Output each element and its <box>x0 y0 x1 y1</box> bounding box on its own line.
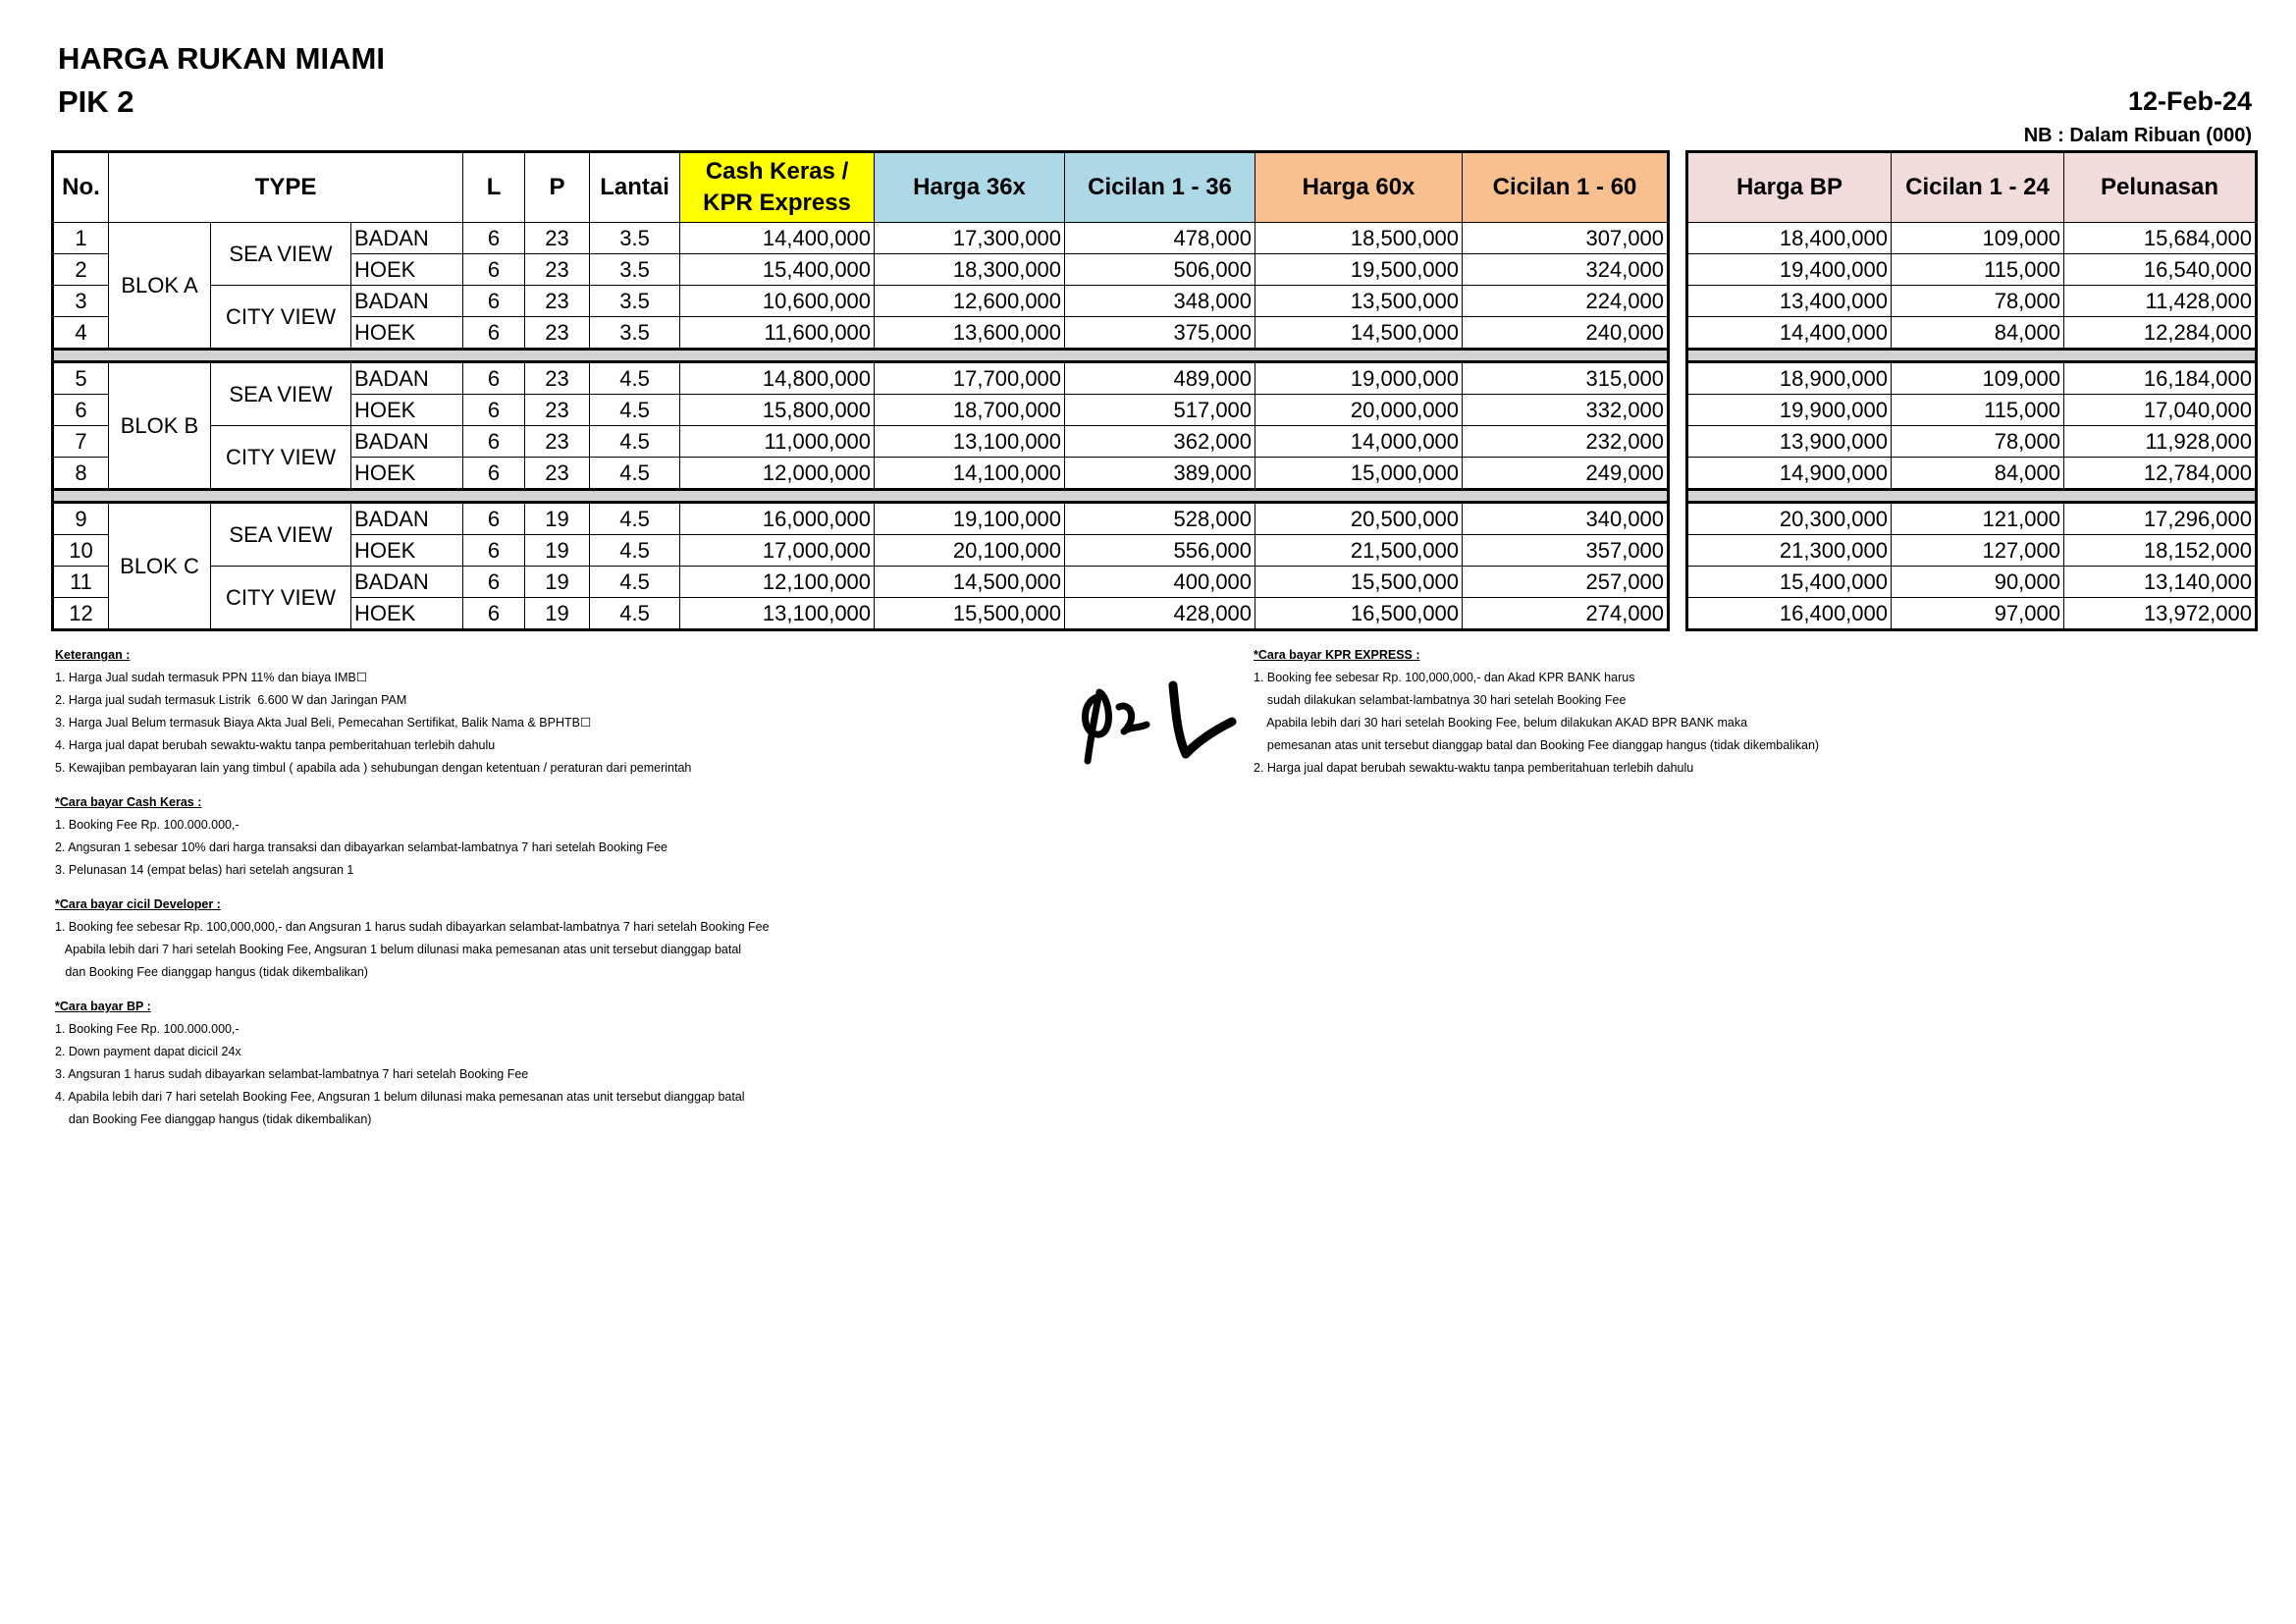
cell-p: 23 <box>525 395 590 426</box>
cell-bp: 18,900,000 <box>1687 362 1892 395</box>
cell-h36: 17,700,000 <box>875 362 1065 395</box>
cell-pos: HOEK <box>351 598 463 630</box>
cell-l: 6 <box>463 362 525 395</box>
table-row <box>53 567 1669 598</box>
table-row-bp <box>1687 598 2257 630</box>
header-cicilan-24: Cicilan 1 - 24 <box>1892 152 2064 223</box>
cell-l: 6 <box>463 535 525 567</box>
cell-no: 2 <box>53 254 109 286</box>
notes-heading: *Cara bayar Cash Keras : <box>55 795 202 809</box>
cell-pos: BADAN <box>351 503 463 535</box>
cell-l: 6 <box>463 426 525 458</box>
cell-c24: 84,000 <box>1892 458 2064 490</box>
cell-lantai: 3.5 <box>590 286 680 317</box>
cell-c60: 224,000 <box>1463 286 1669 317</box>
cell-bp: 19,900,000 <box>1687 395 1892 426</box>
notes-line: 3. Harga Jual Belum termasuk Biaya Akta Jual Beli, Pemecahan Sertifikat, Balik Nama & BPHTB☐ <box>55 716 592 730</box>
cell-bp: 21,300,000 <box>1687 535 1892 567</box>
cell-c60: 274,000 <box>1463 598 1669 630</box>
header-type: TYPE <box>109 152 463 223</box>
table-row <box>53 362 1669 395</box>
cell-l: 6 <box>463 395 525 426</box>
header-row <box>53 152 1669 223</box>
header-cicilan-36: Cicilan 1 - 36 <box>1065 152 1255 223</box>
cell-pos: BADAN <box>351 223 463 254</box>
cell-bp: 13,900,000 <box>1687 426 1892 458</box>
separator-cell <box>1687 350 2257 362</box>
cell-no: 4 <box>53 317 109 350</box>
table-row-bp <box>1687 535 2257 567</box>
cell-c24: 84,000 <box>1892 317 2064 350</box>
notes-line: 2. Angsuran 1 sebesar 10% dari harga transaksi dan dibayarkan selambat-lambatnya 7 hari setelah Booking Fee <box>55 840 667 854</box>
notes-left <box>55 644 1037 1131</box>
notes-line: 1. Booking Fee Rp. 100.000.000,- <box>55 818 240 832</box>
cell-c60: 257,000 <box>1463 567 1669 598</box>
signature-mark <box>1070 677 1237 766</box>
cell-p: 19 <box>525 567 590 598</box>
cell-c36: 400,000 <box>1065 567 1255 598</box>
cell-blok: BLOK A <box>109 223 211 350</box>
notes-line: Apabila lebih dari 7 hari setelah Booking Fee, Angsuran 1 belum dilunasi maka pemesanan atas unit tersebut dianggap batal <box>55 943 742 956</box>
cell-h60: 14,500,000 <box>1255 317 1463 350</box>
header-lantai: Lantai <box>590 152 680 223</box>
cell-h36: 19,100,000 <box>875 503 1065 535</box>
price-table-bp <box>1685 150 2258 631</box>
notes-line: 3. Angsuran 1 harus sudah dibayarkan selambat-lambatnya 7 hari setelah Booking Fee <box>55 1067 529 1081</box>
cell-h36: 15,500,000 <box>875 598 1065 630</box>
page-subtitle: PIK 2 <box>58 84 134 119</box>
notes-line: dan Booking Fee dianggap hangus (tidak dikembalikan) <box>55 1112 372 1126</box>
cell-view: CITY VIEW <box>211 426 351 490</box>
notes-line: Apabila lebih dari 30 hari setelah Booking Fee, belum dilakukan AKAD BPR BANK maka <box>1254 716 1748 730</box>
header-harga-bp: Harga BP <box>1687 152 1892 223</box>
header-harga-60x: Harga 60x <box>1255 152 1463 223</box>
cell-h60: 14,000,000 <box>1255 426 1463 458</box>
cell-l: 6 <box>463 317 525 350</box>
cell-lantai: 3.5 <box>590 254 680 286</box>
notes-line: pemesanan atas unit tersebut dianggap batal dan Booking Fee dianggap hangus (tidak dikembalikan) <box>1254 738 1820 752</box>
cell-p: 23 <box>525 286 590 317</box>
notes-line: dan Booking Fee dianggap hangus (tidak dikembalikan) <box>55 965 368 979</box>
cell-cash: 11,000,000 <box>680 426 875 458</box>
cell-c60: 315,000 <box>1463 362 1669 395</box>
unit-note: NB : Dalam Ribuan (000) <box>2023 125 2252 146</box>
cell-p: 23 <box>525 254 590 286</box>
cell-pos: BADAN <box>351 426 463 458</box>
cell-p: 23 <box>525 223 590 254</box>
cell-h60: 19,000,000 <box>1255 362 1463 395</box>
notes-gap <box>55 984 1037 996</box>
cell-pos: HOEK <box>351 395 463 426</box>
cell-bp: 16,400,000 <box>1687 598 1892 630</box>
table-row <box>53 223 1669 254</box>
cell-c24: 115,000 <box>1892 254 2064 286</box>
cell-pel: 17,296,000 <box>2064 503 2257 535</box>
cell-pel: 18,152,000 <box>2064 535 2257 567</box>
cell-blok: BLOK B <box>109 362 211 490</box>
notes-line: 5. Kewajiban pembayaran lain yang timbul ( apabila ada ) sehubungan dengan ketentuan / peraturan dari pemerintah <box>55 761 692 775</box>
cell-c60: 324,000 <box>1463 254 1669 286</box>
notes-line: 1. Booking fee sebesar Rp. 100,000,000,- dan Akad KPR BANK harus <box>1254 671 1635 684</box>
cell-pel: 16,540,000 <box>2064 254 2257 286</box>
cell-cash: 14,800,000 <box>680 362 875 395</box>
cell-h36: 13,100,000 <box>875 426 1065 458</box>
cell-view: CITY VIEW <box>211 286 351 350</box>
cell-h36: 20,100,000 <box>875 535 1065 567</box>
cell-pos: BADAN <box>351 567 463 598</box>
cell-pel: 12,284,000 <box>2064 317 2257 350</box>
cell-c36: 478,000 <box>1065 223 1255 254</box>
cell-c24: 78,000 <box>1892 286 2064 317</box>
cell-cash: 17,000,000 <box>680 535 875 567</box>
notes-heading: *Cara bayar cicil Developer : <box>55 897 221 911</box>
cell-cash: 15,800,000 <box>680 395 875 426</box>
table-row-bp <box>1687 458 2257 490</box>
cell-c36: 428,000 <box>1065 598 1255 630</box>
cell-lantai: 4.5 <box>590 458 680 490</box>
cell-c36: 489,000 <box>1065 362 1255 395</box>
header-l: L <box>463 152 525 223</box>
cell-l: 6 <box>463 458 525 490</box>
cell-c24: 78,000 <box>1892 426 2064 458</box>
cell-h60: 15,500,000 <box>1255 567 1463 598</box>
cell-c60: 240,000 <box>1463 317 1669 350</box>
cell-cash: 16,000,000 <box>680 503 875 535</box>
cell-h60: 20,000,000 <box>1255 395 1463 426</box>
cell-c60: 357,000 <box>1463 535 1669 567</box>
cell-no: 12 <box>53 598 109 630</box>
header-no: No. <box>53 152 109 223</box>
cell-lantai: 3.5 <box>590 223 680 254</box>
cell-c24: 90,000 <box>1892 567 2064 598</box>
notes-line: 4. Harga jual dapat berubah sewaktu-waktu tanpa pemberitahuan terlebih dahulu <box>55 738 496 752</box>
cell-h36: 17,300,000 <box>875 223 1065 254</box>
cell-h36: 13,600,000 <box>875 317 1065 350</box>
cell-no: 8 <box>53 458 109 490</box>
table-row-bp <box>1687 567 2257 598</box>
cell-c24: 97,000 <box>1892 598 2064 630</box>
notes-line: 2. Down payment dapat dicicil 24x <box>55 1045 241 1058</box>
cell-no: 11 <box>53 567 109 598</box>
cell-bp: 18,400,000 <box>1687 223 1892 254</box>
price-date: 12-Feb-24 <box>2127 86 2252 116</box>
table-row <box>53 286 1669 317</box>
cell-bp: 14,400,000 <box>1687 317 1892 350</box>
separator-cell <box>53 350 1669 362</box>
header-cicilan-60: Cicilan 1 - 60 <box>1463 152 1669 223</box>
cell-c36: 528,000 <box>1065 503 1255 535</box>
cell-no: 7 <box>53 426 109 458</box>
table-row-bp <box>1687 223 2257 254</box>
cell-cash: 14,400,000 <box>680 223 875 254</box>
cell-c60: 307,000 <box>1463 223 1669 254</box>
table-row-bp <box>1687 362 2257 395</box>
cell-bp: 20,300,000 <box>1687 503 1892 535</box>
cell-bp: 19,400,000 <box>1687 254 1892 286</box>
table-row-bp <box>1687 426 2257 458</box>
cell-c60: 232,000 <box>1463 426 1669 458</box>
cell-pel: 12,784,000 <box>2064 458 2257 490</box>
cell-bp: 14,900,000 <box>1687 458 1892 490</box>
cell-c60: 249,000 <box>1463 458 1669 490</box>
cell-blok: BLOK C <box>109 503 211 630</box>
cell-cash: 15,400,000 <box>680 254 875 286</box>
cell-c60: 340,000 <box>1463 503 1669 535</box>
cell-c60: 332,000 <box>1463 395 1669 426</box>
cell-pel: 11,928,000 <box>2064 426 2257 458</box>
notes-line: 1. Harga Jual sudah termasuk PPN 11% dan biaya IMB☐ <box>55 671 368 684</box>
table-row <box>53 503 1669 535</box>
table-row-bp <box>1687 254 2257 286</box>
cell-h60: 16,500,000 <box>1255 598 1463 630</box>
cell-pel: 16,184,000 <box>2064 362 2257 395</box>
cell-no: 6 <box>53 395 109 426</box>
cell-pel: 17,040,000 <box>2064 395 2257 426</box>
cell-pel: 13,972,000 <box>2064 598 2257 630</box>
cell-h36: 12,600,000 <box>875 286 1065 317</box>
notes-line: 3. Pelunasan 14 (empat belas) hari setelah angsuran 1 <box>55 863 354 877</box>
cell-c36: 375,000 <box>1065 317 1255 350</box>
cell-no: 9 <box>53 503 109 535</box>
notes-gap <box>55 780 1037 791</box>
header-p: P <box>525 152 590 223</box>
cell-pos: HOEK <box>351 458 463 490</box>
cell-h36: 14,100,000 <box>875 458 1065 490</box>
cell-lantai: 4.5 <box>590 535 680 567</box>
cell-c24: 115,000 <box>1892 395 2064 426</box>
cell-lantai: 4.5 <box>590 362 680 395</box>
cell-h36: 18,700,000 <box>875 395 1065 426</box>
cell-h60: 21,500,000 <box>1255 535 1463 567</box>
cell-l: 6 <box>463 567 525 598</box>
notes-line: 1. Booking Fee Rp. 100.000.000,- <box>55 1022 240 1036</box>
cell-h60: 19,500,000 <box>1255 254 1463 286</box>
cell-pel: 11,428,000 <box>2064 286 2257 317</box>
cell-p: 23 <box>525 362 590 395</box>
cell-no: 1 <box>53 223 109 254</box>
cell-c24: 127,000 <box>1892 535 2064 567</box>
cell-lantai: 4.5 <box>590 426 680 458</box>
cell-l: 6 <box>463 503 525 535</box>
cell-c36: 556,000 <box>1065 535 1255 567</box>
block-separator <box>53 350 1669 362</box>
notes-line: 1. Booking fee sebesar Rp. 100,000,000,- dan Angsuran 1 harus sudah dibayarkan selambat-lambatnya 7 hari setelah Booking Fee <box>55 920 770 934</box>
cell-lantai: 4.5 <box>590 567 680 598</box>
cell-l: 6 <box>463 223 525 254</box>
cell-no: 5 <box>53 362 109 395</box>
page-title: HARGA RUKAN MIAMI <box>58 41 385 76</box>
notes-line: 4. Apabila lebih dari 7 hari setelah Booking Fee, Angsuran 1 belum dilunasi maka pemesanan atas unit tersebut dianggap batal <box>55 1090 745 1104</box>
cell-cash: 12,100,000 <box>680 567 875 598</box>
cell-p: 19 <box>525 503 590 535</box>
cell-p: 23 <box>525 458 590 490</box>
cell-no: 3 <box>53 286 109 317</box>
cell-c36: 517,000 <box>1065 395 1255 426</box>
header-pelunasan: Pelunasan <box>2064 152 2257 223</box>
cell-c36: 506,000 <box>1065 254 1255 286</box>
separator-cell <box>53 490 1669 503</box>
cell-p: 19 <box>525 535 590 567</box>
cell-p: 19 <box>525 598 590 630</box>
notes-heading: Keterangan : <box>55 648 131 662</box>
cell-c24: 109,000 <box>1892 362 2064 395</box>
notes-line: sudah dilakukan selambat-lambatnya 30 hari setelah Booking Fee <box>1254 693 1627 707</box>
table-row-bp <box>1687 503 2257 535</box>
block-separator <box>1687 350 2257 362</box>
cell-pos: HOEK <box>351 535 463 567</box>
table-row-bp <box>1687 317 2257 350</box>
cell-cash: 12,000,000 <box>680 458 875 490</box>
cell-view: SEA VIEW <box>211 503 351 567</box>
block-separator <box>1687 490 2257 503</box>
table-row <box>53 426 1669 458</box>
cell-pos: HOEK <box>351 254 463 286</box>
cell-pos: HOEK <box>351 317 463 350</box>
header-cash-keras: Cash Keras / KPR Express <box>680 152 875 223</box>
cell-view: SEA VIEW <box>211 362 351 426</box>
notes-line: 2. Harga jual dapat berubah sewaktu-waktu tanpa pemberitahuan terlebih dahulu <box>1254 761 1694 775</box>
cell-h60: 15,000,000 <box>1255 458 1463 490</box>
cell-pel: 15,684,000 <box>2064 223 2257 254</box>
cell-p: 23 <box>525 426 590 458</box>
cell-c24: 109,000 <box>1892 223 2064 254</box>
header-row-bp <box>1687 152 2257 223</box>
notes-right <box>1254 644 2137 780</box>
cell-p: 23 <box>525 317 590 350</box>
cell-l: 6 <box>463 254 525 286</box>
separator-cell <box>1687 490 2257 503</box>
cell-cash: 11,600,000 <box>680 317 875 350</box>
cell-h36: 14,500,000 <box>875 567 1065 598</box>
cell-pos: BADAN <box>351 362 463 395</box>
notes-line: 2. Harga jual sudah termasuk Listrik 6.600 W dan Jaringan PAM <box>55 693 407 707</box>
notes-heading: *Cara bayar KPR EXPRESS : <box>1254 648 1420 662</box>
notes-heading: *Cara bayar BP : <box>55 1000 151 1013</box>
cell-view: CITY VIEW <box>211 567 351 630</box>
notes-gap <box>55 882 1037 893</box>
cell-lantai: 3.5 <box>590 317 680 350</box>
cell-view: SEA VIEW <box>211 223 351 286</box>
table-row-bp <box>1687 395 2257 426</box>
cell-lantai: 4.5 <box>590 395 680 426</box>
block-separator <box>53 490 1669 503</box>
cell-bp: 13,400,000 <box>1687 286 1892 317</box>
cell-bp: 15,400,000 <box>1687 567 1892 598</box>
cell-pos: BADAN <box>351 286 463 317</box>
price-table-main <box>51 150 1670 631</box>
cell-lantai: 4.5 <box>590 598 680 630</box>
cell-h60: 20,500,000 <box>1255 503 1463 535</box>
cell-c36: 389,000 <box>1065 458 1255 490</box>
cell-h60: 18,500,000 <box>1255 223 1463 254</box>
cell-h36: 18,300,000 <box>875 254 1065 286</box>
cell-c36: 362,000 <box>1065 426 1255 458</box>
table-row-bp <box>1687 286 2257 317</box>
cell-l: 6 <box>463 598 525 630</box>
cell-pel: 13,140,000 <box>2064 567 2257 598</box>
cell-no: 10 <box>53 535 109 567</box>
cell-cash: 10,600,000 <box>680 286 875 317</box>
cell-lantai: 4.5 <box>590 503 680 535</box>
cell-cash: 13,100,000 <box>680 598 875 630</box>
cell-l: 6 <box>463 286 525 317</box>
cell-h60: 13,500,000 <box>1255 286 1463 317</box>
cell-c24: 121,000 <box>1892 503 2064 535</box>
header-harga-36x: Harga 36x <box>875 152 1065 223</box>
cell-c36: 348,000 <box>1065 286 1255 317</box>
